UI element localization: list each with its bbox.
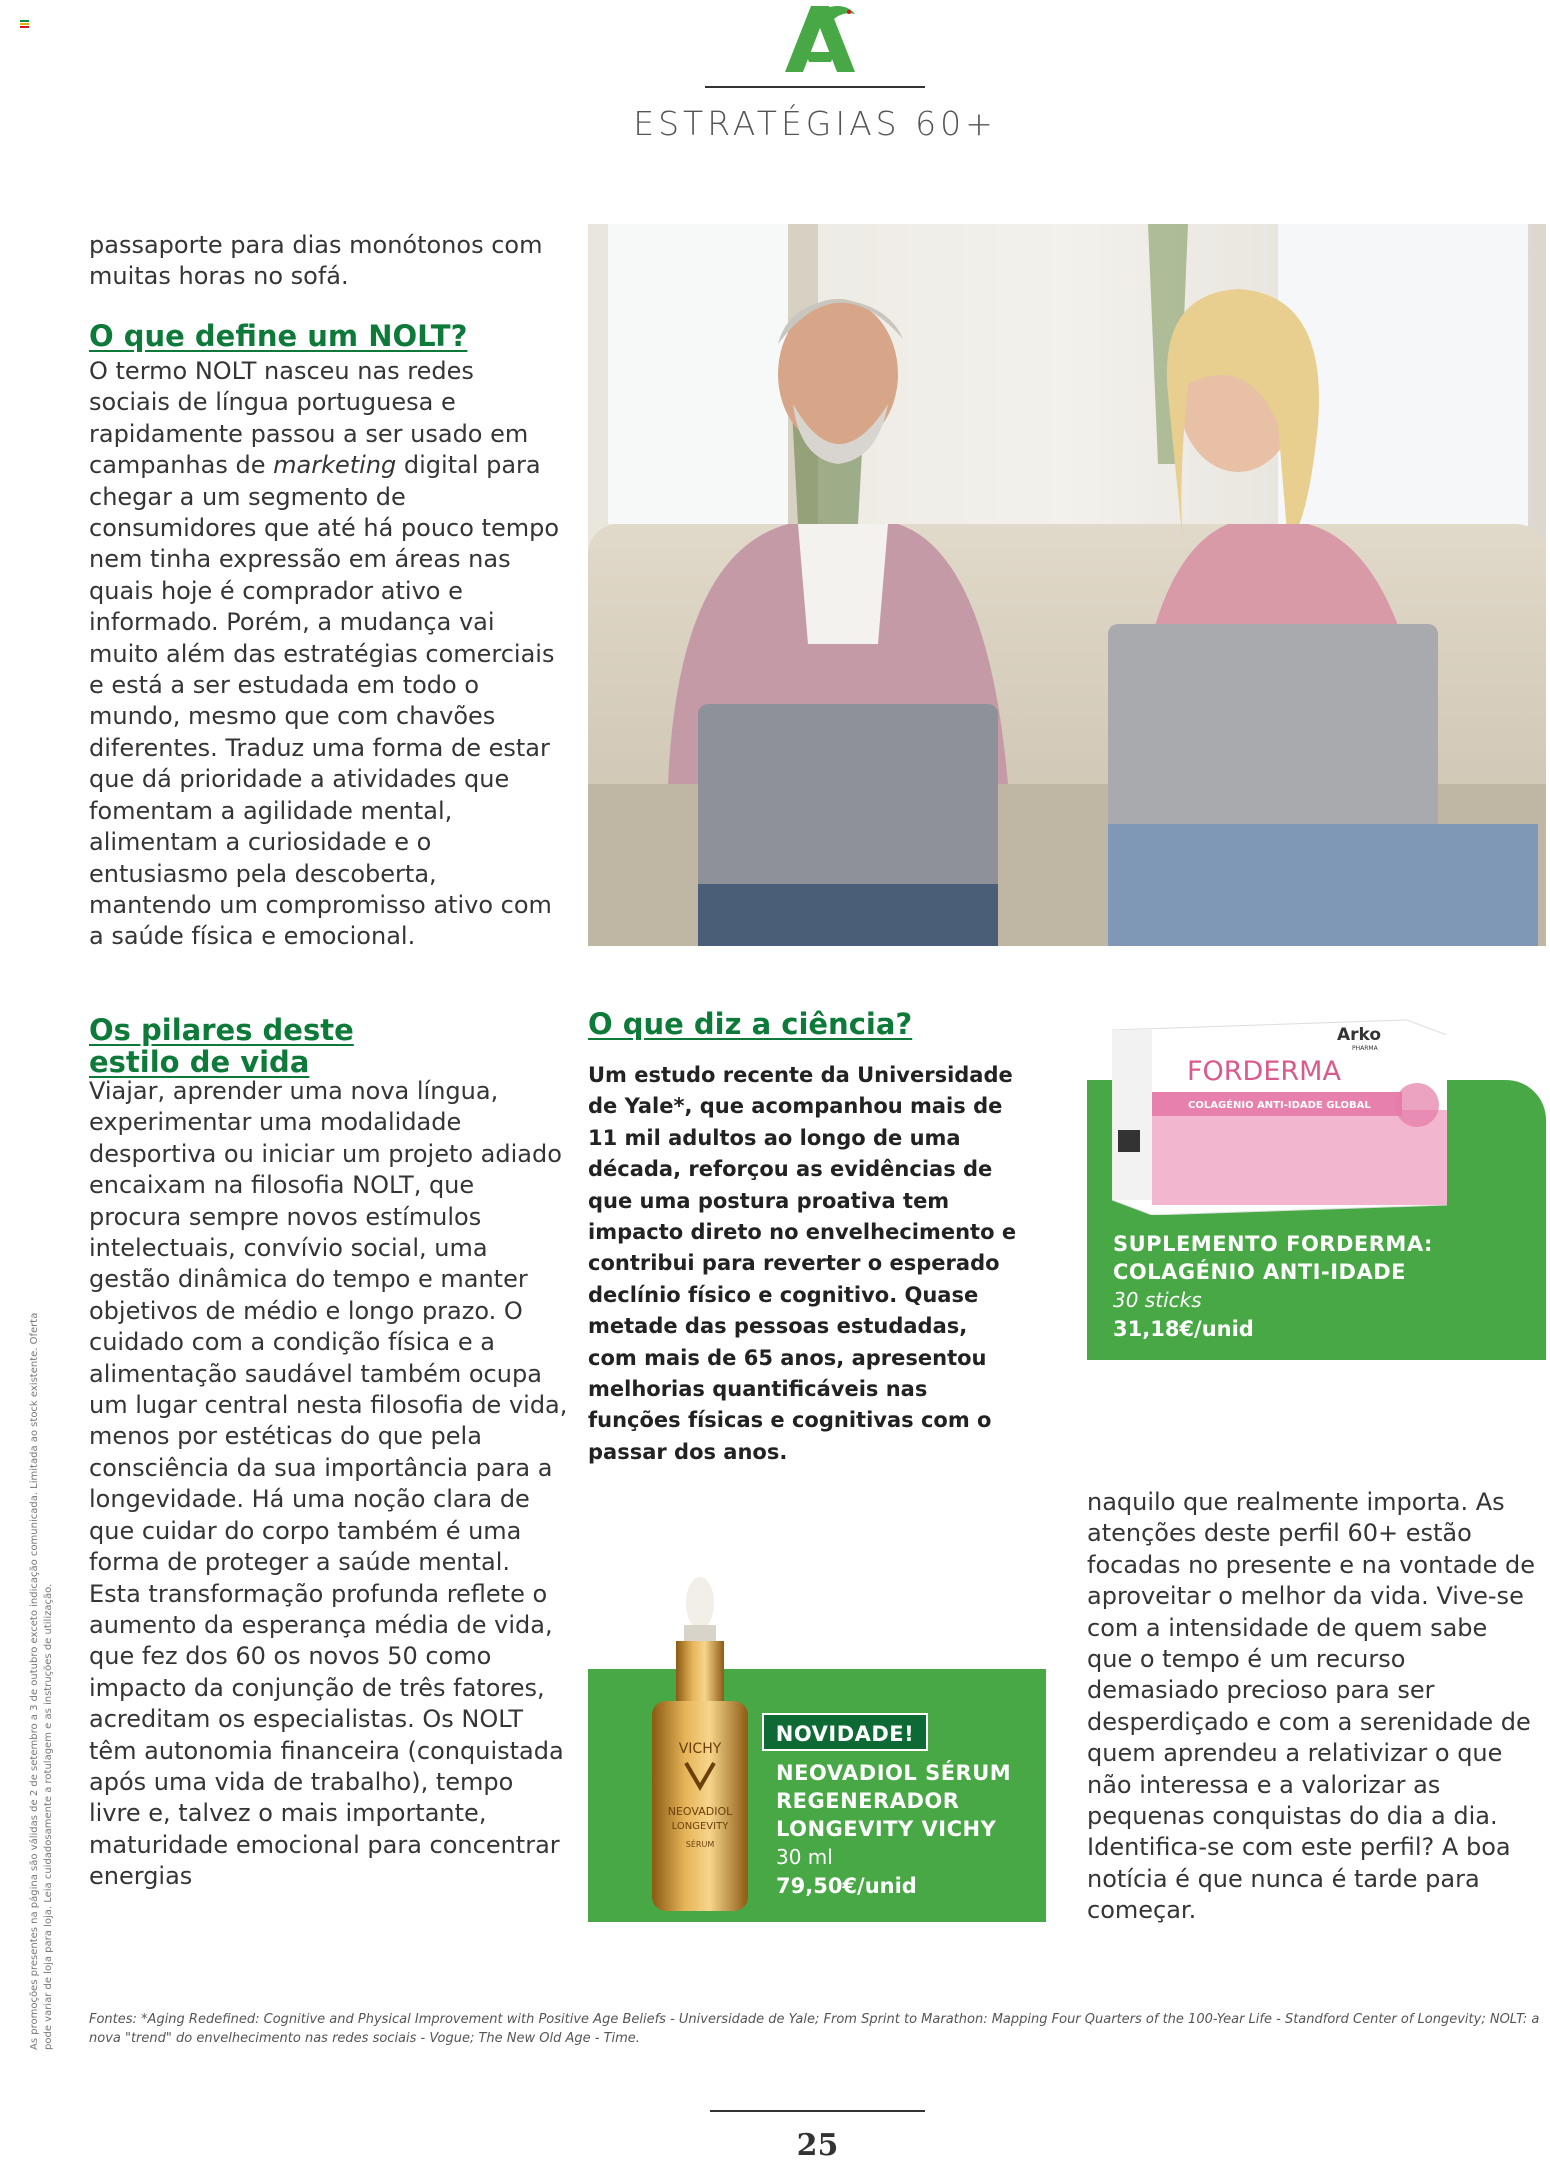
forderma-box-subtitle: COLAGÉNIO ANTI-IDADE GLOBAL [1188,1100,1371,1111]
vichy-bottle-brand: VICHY [678,1741,722,1757]
forderma-box-brand-sub: PHARMA [1352,1045,1378,1052]
body-perfil-text: naquilo que realmente importa. As atenções deste perfil 60+ estão focadas no presente e na vontade de aproveitar o melhor da vida. Vive-se com a intensidade de quem sabe que o tempo é um recurso demasiado precioso para ser desperdiçado e com a serenidade de quem aprendeu a relativizar o que não interessa e a valorizar as pequenas conquistas do dia a dia. Identifica-se com este perfil? A boa notícia é que nunca é tarde para começar. [1087,1488,1536,1925]
intro-text: passaporte para dias monótonos com muitas horas no sofá. [89,231,543,291]
vichy-bottle-product: NEOVADIOL [667,1805,733,1818]
section-title: ESTRATÉGIAS 60+ [633,104,997,143]
promo-vichy-name-2: REGENERADOR [776,1789,960,1813]
promo-vichy-name-3: LONGEVITY VICHY [776,1817,997,1841]
header-divider [705,86,925,88]
body1-part-b: digital para chegar a um segmento de consumidores que até há pouco tempo nem tinha expressão em áreas nas quais hoje é comprador ativo e informado. Porém, a mudança vai muito além das estratégias comerciais e está a ser estudada em todo o mundo, mesmo que com chavões diferentes. Traduz uma forma de estar que dá prioridade a atividades que fomentam a agilidade mental, alimentam a curiosidade e o entusiasmo pela descoberta, mantendo um compromisso ativo com a saúde física e emocional. [89,451,560,951]
page-header [0,0,1550,160]
body-ciencia-text: Um estudo recente da Universidade de Yale*, que acompanhou mais de 11 mil adultos ao longo de uma década, reforçou as evidências de que uma postura proativa tem impacto direto no envelhecimento e contribui para reverter o esperado declínio físico e cognitivo. Quase metade das pessoas estudadas, com mais de 65 anos, apresentou melhorias quantificáveis nas funções físicas e cognitivas com o passar dos anos. [588,1063,1017,1464]
forderma-box-brand: Arko [1337,1025,1382,1045]
body-ciencia [588,1060,1018,1468]
vichy-bottle-line: LONGEVITY [671,1821,729,1832]
promo-forderma-price: 31,18€/unid [1113,1317,1254,1341]
promo-vichy-price: 79,50€/unid [776,1874,917,1898]
body-define-nolt [89,356,559,953]
body-pilares [89,1076,569,1893]
body1-emphasis: marketing [273,451,397,480]
promo-forderma-name-2: COLAGÉNIO ANTI-IDADE [1113,1260,1406,1284]
sources-footnote: Fontes: *Aging Redefined: Cognitive and Physical Improvement with Positive Age Beliefs - Universidade de Yale; From Sprint to Marathon: Mapping Four Quarters of the 100-Year Life - Standford Center of Longevity; NOLT: a nova "trend" do envelhecimento nas redes sociais - Vogue; The New Old Age - Time. [89,2012,1540,2046]
footer-divider [710,2110,925,2112]
vichy-bottle-type: SÉRUM [685,1840,715,1849]
novidade-badge: NOVIDADE! [762,1713,928,1751]
heading-ciencia [588,1008,1038,1042]
promo-vichy-name-1: NEOVADIOL SÉRUM [776,1761,1012,1785]
couple-laptops-photo [588,224,1546,946]
legal-side-note: As promoções presentes na página são válidas de 2 de setembro a 3 de outubro exceto indicação comunicada. Limitada ao stock existente. Oferta pode variar de loja para loja. Leia cuidadosamente a rotulagem e as instruções de utilização. [29,1312,54,2050]
intro-paragraph [89,230,559,293]
promo-vichy-quantity: 30 ml [776,1845,833,1869]
vichy-serum-bottle-image [640,1575,760,1915]
page-number: 25 [796,2128,839,2163]
forderma-box-product: FORDERMA [1187,1056,1341,1087]
heading-define-nolt [89,320,559,354]
heading-ciencia-text: O que diz a ciência? [588,1007,913,1041]
brand-logo-icon [775,0,865,80]
forderma-product-box-image [1112,1010,1447,1215]
promo-forderma-name-1: SUPLEMENTO FORDERMA: [1113,1232,1433,1256]
heading-pilares [89,1014,559,1078]
heading-define-nolt-text: O que define um NOLT? [89,319,468,353]
heading-pilares-text: Os pilares deste estilo de vida [89,1013,354,1079]
body-pilares-text: Viajar, aprender uma nova língua, experimentar uma modalidade desportiva ou iniciar um projeto adiado encaixam na filosofia NOLT, que procura sempre novos estímulos intelectuais, convívio social, uma gestão dinâmica do tempo e manter objetivos de médio e longo prazo. O cuidado com a condição física e a alimentação saudável também ocupa um lugar central nesta filosofia de vida, menos por estéticas do que pela consciência da sua importância para a longevidade. Há uma noção clara de que cuidar do corpo também é uma forma de proteger a saúde mental. Esta transformação profunda reflete o aumento da esperança média de vida, que fez dos 60 os novos 50 como impacto da conjunção de três fatores, acreditam os especialistas. Os NOLT têm autonomia financeira (conquistada após uma vida de trabalho), tempo livre e, talvez o mais importante, maturidade emocional para concentrar energias [89,1077,568,1891]
body1-part-a: O termo NOLT nasceu nas redes sociais de língua portuguesa e rapidamente passou a ser usado em campanhas de [89,357,529,480]
promo-forderma-quantity: 30 sticks [1113,1288,1202,1312]
body-perfil [1087,1487,1537,1927]
